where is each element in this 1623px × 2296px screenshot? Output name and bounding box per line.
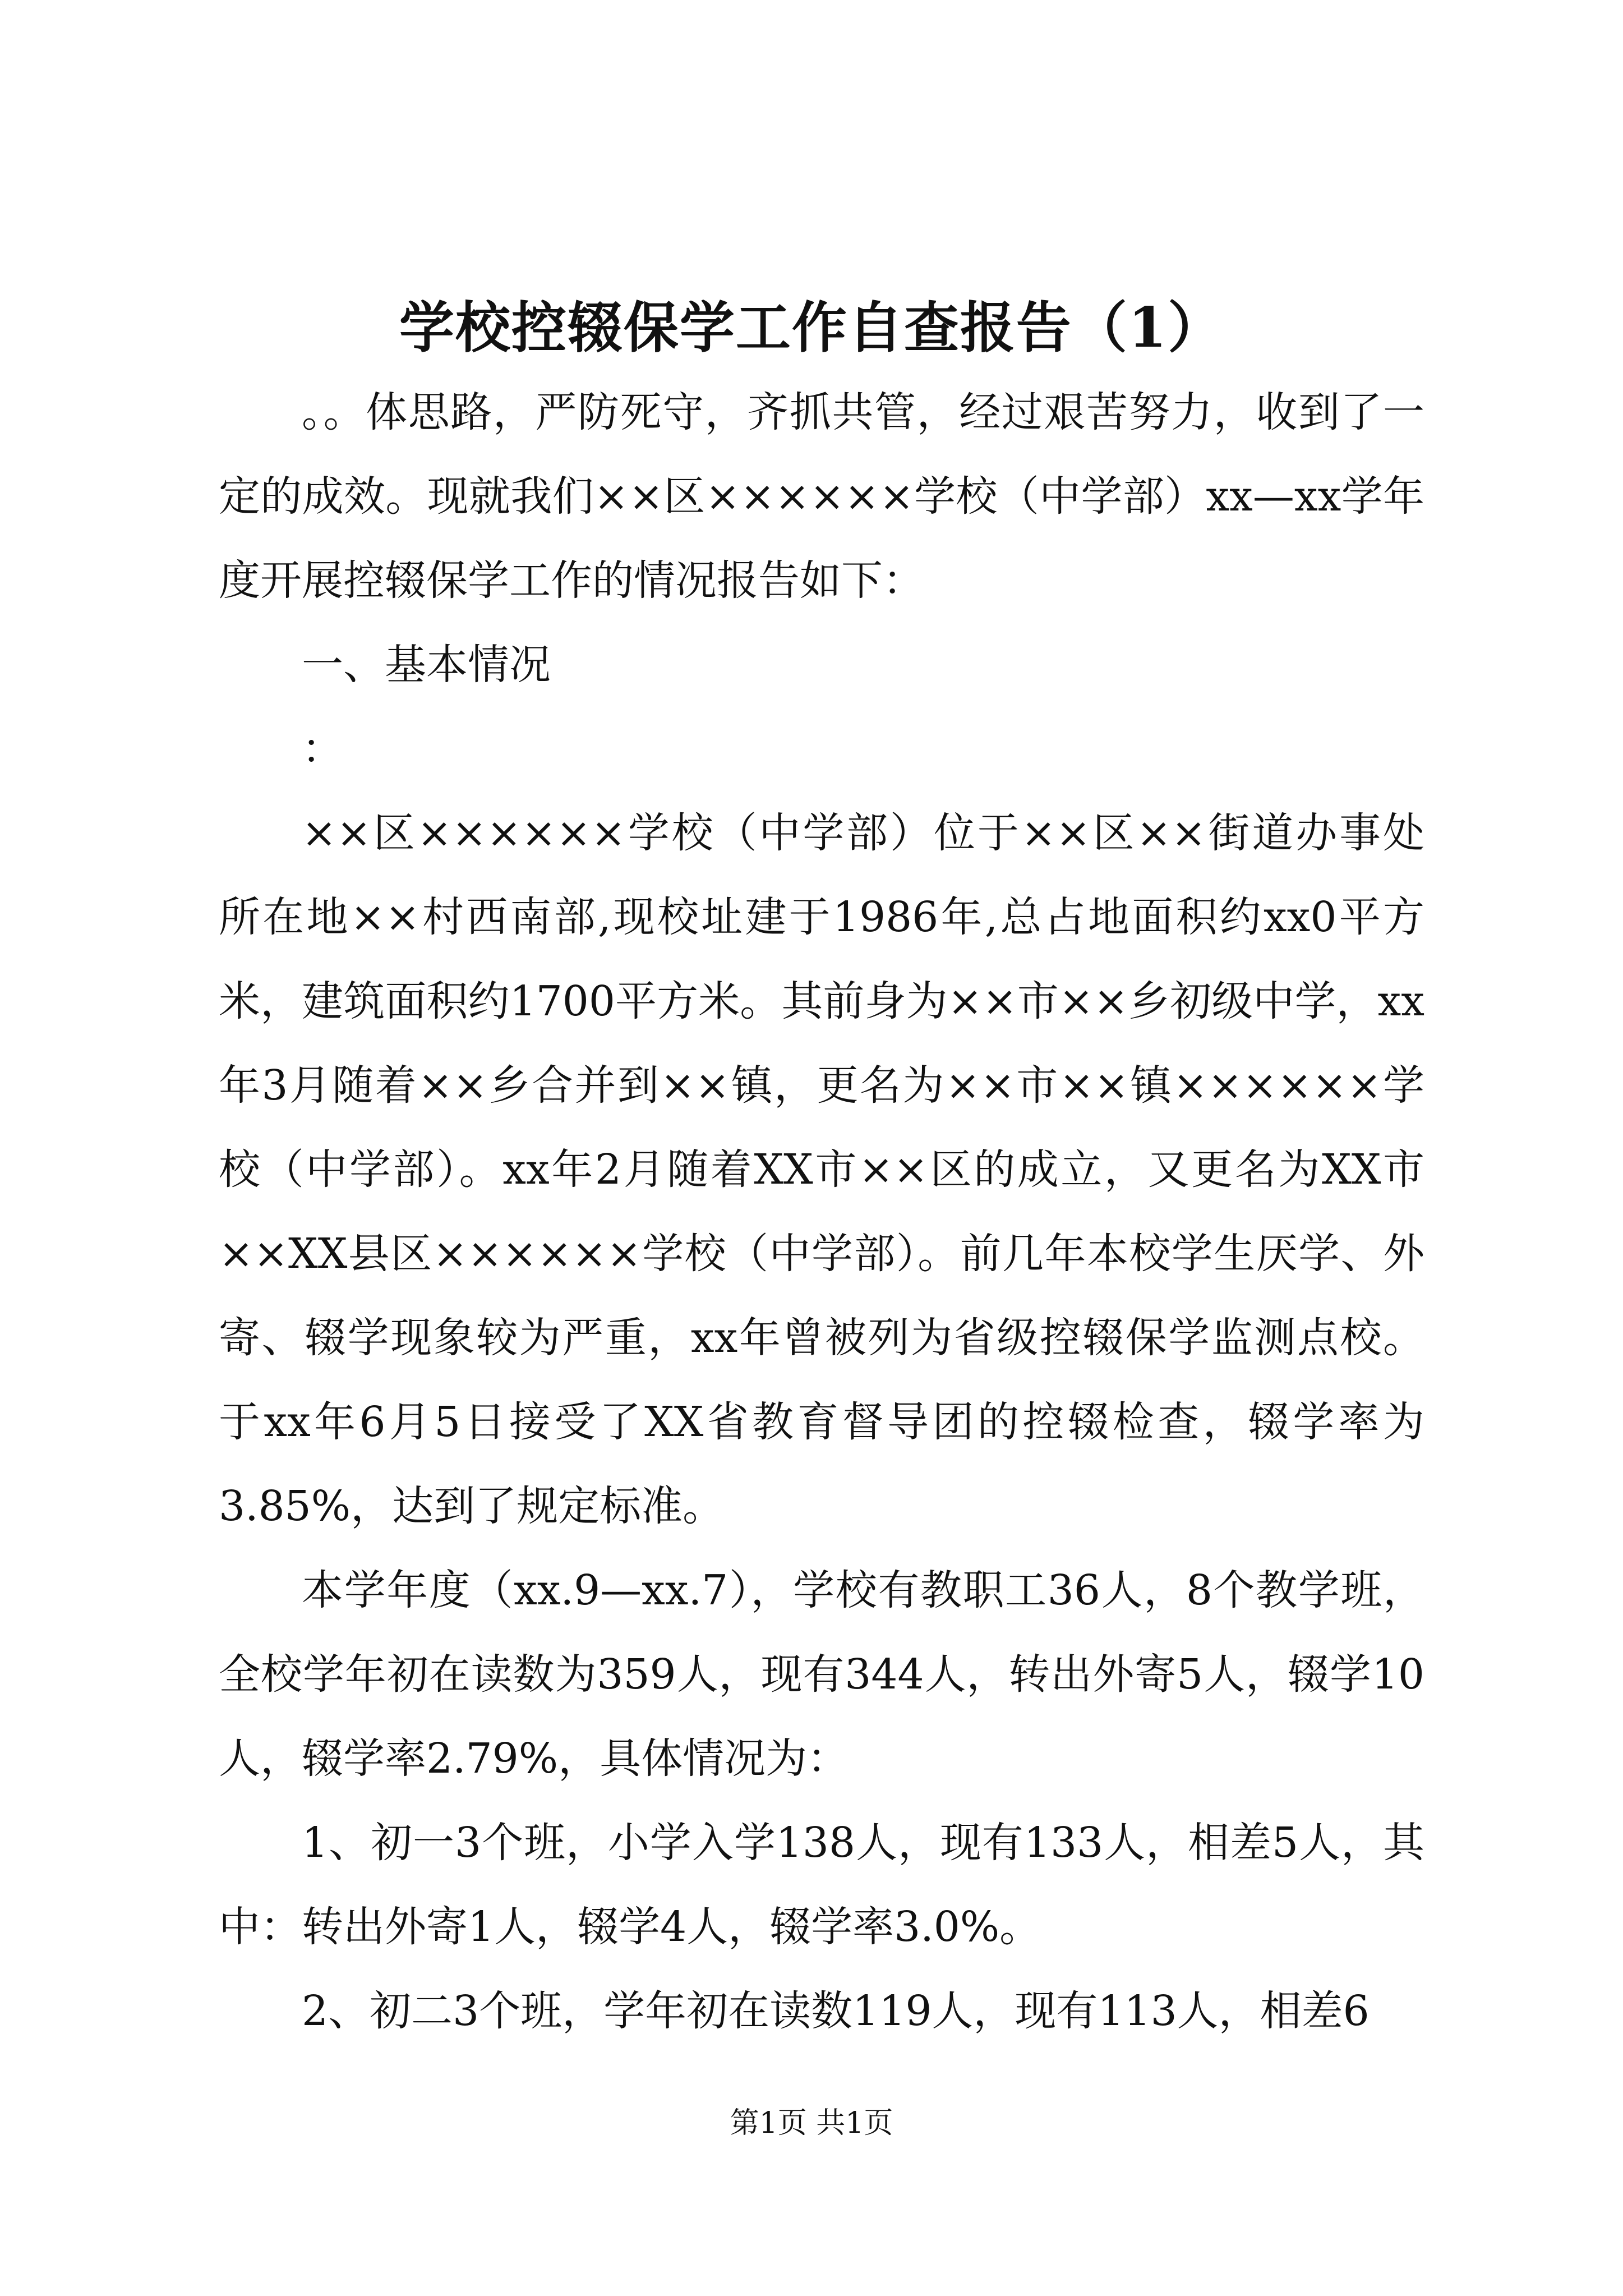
paragraph-grade-one: 1、初一3个班，小学入学138人，现有133人，相差5人，其中：转出外寄1人，辍学4人，辍学率3.0%。	[219, 1819, 1424, 1951]
paragraph-school-year: 本学年度（xx.9—xx.7），学校有教职工36人，8个教学班，全校学年初在读数为359人，现有344人，转出外寄5人，辍学10人，辍学率2.79%，具体情况为：	[219, 1566, 1424, 1783]
document-body	[219, 370, 1424, 2053]
section-heading-basic: 一、基本情况	[302, 641, 551, 689]
document-title: 学校控辍保学工作自查报告（1）	[399, 296, 1224, 360]
paragraph-school-history: ××区××××××学校（中学部）位于××区××街道办事处所在地××村西南部,现校址建于1986年,总占地面积约xx0平方米，建筑面积约1700平方米。其前身为××市××乡初级中学，xx年3月随着××乡合并到××镇，更名为××市××镇××××××学校（中学部）。xx年2月随着XX市××区的成立，又更名为XX市××XX县区××××××学校（中学部）。前几年本校学生厌学、外寄、辍学现象较为严重，xx年曾被列为省级控辍保学监测点校。于xx年6月5日接受了XX省教育督导团的控辍检查，辍学率为3.85%，达到了规定标准。	[219, 809, 1424, 1530]
page-number: 第1页 共1页	[730, 2106, 893, 2140]
paragraph-intro: 。。体思路，严防死守，齐抓共管，经过艰苦努力，收到了一定的成效。现就我们××区××××××学校（中学部）xx—xx学年度开展控辍保学工作的情况报告如下：	[219, 388, 1424, 605]
paragraph-grade-two: 2、初二3个班，学年初在读数119人，现有113人，相差6	[302, 1987, 1370, 2035]
paragraph-colon: ：	[302, 725, 343, 773]
